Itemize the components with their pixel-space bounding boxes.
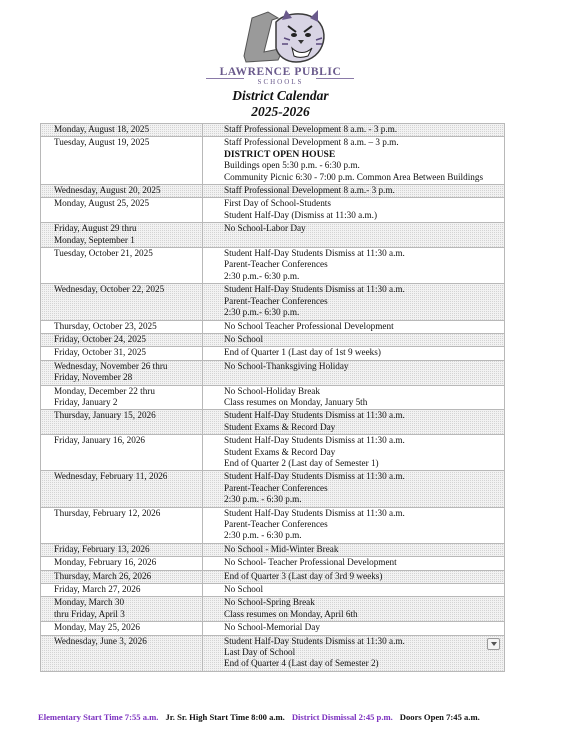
date-cell: [41, 185, 203, 198]
event-cell: [203, 435, 505, 471]
event-cell: [203, 198, 505, 223]
date-cell: [41, 622, 203, 635]
event-text: No School: [224, 333, 264, 344]
footer-time-note: Elementary Start Time 7:55 a.m.: [38, 712, 159, 722]
date-text: Thursday, October 23, 2025: [54, 320, 157, 331]
event-text: No School- Teacher Professional Development: [224, 557, 397, 568]
event-text: Parent-Teacher Conferences: [224, 259, 328, 270]
date-text: Thursday, February 12, 2026: [54, 507, 161, 518]
footer-time-note: District Dismissal 2:45 p.m.: [291, 712, 393, 722]
date-text: Monday, May 25, 2026: [54, 622, 140, 633]
event-cell: [203, 333, 505, 346]
event-text: Staff Professional Development 8 a.m.- 3 p.m.: [224, 185, 395, 196]
event-text: No School-Labor Day: [224, 223, 306, 234]
table-row: [41, 570, 505, 583]
date-text: Tuesday, August 19, 2025: [54, 137, 150, 148]
table-row: [41, 557, 505, 570]
table-row: [41, 347, 505, 360]
event-cell: [203, 385, 505, 410]
table-row: [41, 471, 505, 507]
event-cell: [203, 320, 505, 333]
table-row: [41, 137, 505, 185]
date-text: Wednesday, June 3, 2026: [54, 635, 147, 646]
date-cell: [41, 248, 203, 284]
date-text: Friday, October 31, 2025: [54, 347, 147, 358]
table-row: [41, 622, 505, 635]
event-text: Student Half-Day Students Dismiss at 11:30 a.m.: [224, 435, 405, 446]
event-text: Student Exams & Record Day: [224, 446, 336, 457]
event-cell: [203, 557, 505, 570]
date-text: Wednesday, November 26 thru: [54, 360, 168, 371]
event-cell: [203, 223, 505, 248]
event-text: Student Half-Day Students Dismiss at 11:30 a.m.: [224, 471, 405, 482]
table-row: [41, 124, 505, 137]
date-text: thru Friday, April 3: [54, 608, 125, 619]
school-year: 2025-2026: [251, 104, 310, 119]
event-text: First Day of School-Students: [224, 198, 331, 209]
event-cell: [203, 185, 505, 198]
event-text: Student Half-Day Students Dismiss at 11:30 a.m.: [224, 284, 405, 295]
table-row: [41, 635, 505, 671]
date-text: Friday, March 27, 2026: [54, 584, 141, 595]
event-text: No School-Memorial Day: [224, 622, 320, 633]
date-text: Thursday, January 15, 2026: [54, 410, 156, 421]
table-row: [41, 185, 505, 198]
date-cell: [41, 597, 203, 622]
event-text: Student Half-Day Students Dismiss at 11:30 a.m.: [224, 410, 405, 421]
event-text: Staff Professional Development 8 a.m. – 3 p.m.: [224, 137, 399, 148]
table-row: [41, 360, 505, 385]
event-cell: [203, 507, 505, 543]
footer-time-note: Jr. Sr. High Start Time 8:00 a.m.: [165, 712, 285, 722]
date-cell: [41, 284, 203, 320]
event-text: End of Quarter 4 (Last day of Semester 2): [224, 658, 379, 669]
event-text: Class resumes on Monday, January 5th: [224, 396, 368, 407]
table-row: [41, 543, 505, 556]
event-cell: [203, 248, 505, 284]
table-row: [41, 198, 505, 223]
event-text: 2:30 p.m.- 6:30 p.m.: [224, 307, 300, 318]
date-cell: [41, 198, 203, 223]
date-text: Wednesday, August 20, 2025: [54, 185, 161, 196]
event-cell: [203, 124, 505, 137]
event-text: Student Half-Day Students Dismiss at 11:30 a.m.: [224, 507, 405, 518]
event-text: Community Picnic 6:30 - 7:00 p.m. Common Area Between Buildings: [224, 171, 484, 182]
date-cell: [41, 347, 203, 360]
table-row: [41, 507, 505, 543]
date-cell: [41, 137, 203, 185]
date-cell: [41, 360, 203, 385]
date-text: Thursday, March 26, 2026: [54, 570, 152, 581]
table-row: [41, 248, 505, 284]
event-text: No School: [224, 584, 264, 595]
date-text: Monday, September 1: [54, 234, 135, 245]
school-subtitle: SCHOOLS: [257, 78, 304, 86]
table-row: [41, 223, 505, 248]
event-text: Student Exams & Record Day: [224, 421, 336, 432]
event-text: End of Quarter 2 (Last day of Semester 1): [224, 457, 379, 468]
date-text: Monday, February 16, 2026: [54, 557, 157, 568]
table-row: [41, 385, 505, 410]
event-cell: [203, 584, 505, 597]
date-text: Wednesday, October 22, 2025: [54, 284, 165, 295]
event-cell: [203, 284, 505, 320]
event-text: Last Day of School: [224, 647, 296, 658]
date-cell: [41, 507, 203, 543]
event-text: Student Half-Day (Dismiss at 11:30 a.m.): [224, 209, 378, 220]
event-text: End of Quarter 1 (Last day of 1st 9 weeks): [224, 347, 381, 358]
date-text: Wednesday, February 11, 2026: [54, 471, 168, 482]
event-text: No School-Holiday Break: [224, 385, 320, 396]
date-text: Monday, March 30: [54, 597, 125, 608]
event-text: DISTRICT OPEN HOUSE: [224, 148, 336, 160]
date-cell: [41, 333, 203, 346]
event-cell: [203, 410, 505, 435]
table-row: [41, 597, 505, 622]
date-cell: [41, 385, 203, 410]
date-text: Monday, December 22 thru: [54, 385, 155, 396]
date-cell: [41, 543, 203, 556]
date-text: Friday, January 16, 2026: [54, 435, 146, 446]
page-title: District Calendar: [232, 88, 329, 103]
event-text: Class resumes on Monday, April 6th: [224, 608, 358, 619]
event-cell: [203, 570, 505, 583]
table-row: [41, 410, 505, 435]
date-cell: [41, 471, 203, 507]
event-text: Student Half-Day Students Dismiss at 11:30 a.m.: [224, 635, 405, 646]
date-text: Friday, November 28: [54, 372, 133, 383]
calendar-table: [40, 123, 505, 672]
school-times-footer: [38, 712, 558, 722]
date-cell: [41, 635, 203, 671]
event-text: Student Half-Day Students Dismiss at 11:30 a.m.: [224, 248, 405, 259]
event-text: 2:30 p.m.- 6:30 p.m.: [224, 270, 300, 281]
date-cell: [41, 320, 203, 333]
event-cell: [203, 543, 505, 556]
date-text: Friday, February 13, 2026: [54, 543, 150, 554]
event-cell: [203, 622, 505, 635]
event-text: 2:30 p.m. - 6:30 p.m.: [224, 494, 302, 505]
date-text: Friday, August 29 thru: [54, 223, 137, 234]
event-text: Buildings open 5:30 p.m. - 6:30 p.m.: [224, 160, 360, 171]
event-text: No School - Mid-Winter Break: [224, 543, 339, 554]
event-text: No School-Spring Break: [224, 597, 315, 608]
date-text: Friday, January 2: [54, 396, 118, 407]
table-row: [41, 584, 505, 597]
date-text: Friday, October 24, 2025: [54, 333, 147, 344]
event-cell: [203, 597, 505, 622]
event-text: Staff Professional Development 8 a.m. - 3 p.m.: [224, 124, 398, 134]
event-cell: [203, 360, 505, 385]
date-cell: [41, 223, 203, 248]
event-text: Parent-Teacher Conferences: [224, 519, 328, 529]
event-text: End of Quarter 3 (Last day of 3rd 9 weeks): [224, 570, 383, 581]
date-cell: [41, 570, 203, 583]
event-text: 2:30 p.m. - 6:30 p.m.: [224, 530, 302, 541]
table-row: [41, 284, 505, 320]
event-text: Parent-Teacher Conferences: [224, 482, 328, 493]
date-cell: [41, 584, 203, 597]
school-name: LAWRENCE PUBLIC: [219, 66, 342, 78]
tiger-mascot-icon: [238, 8, 328, 66]
date-text: Tuesday, October 21, 2025: [54, 248, 153, 259]
chevron-down-icon[interactable]: [487, 638, 500, 650]
date-text: Monday, August 25, 2025: [54, 198, 150, 209]
date-cell: [41, 435, 203, 471]
event-text: Parent-Teacher Conferences: [224, 295, 328, 306]
event-cell: [203, 137, 505, 185]
event-text: No School Teacher Professional Development: [224, 320, 394, 331]
event-cell: [203, 347, 505, 360]
footer-time-note: Doors Open 7:45 a.m.: [399, 712, 480, 722]
date-cell: [41, 410, 203, 435]
event-cell: [203, 635, 505, 671]
table-row: [41, 333, 505, 346]
table-row: [41, 320, 505, 333]
date-text: Monday, August 18, 2025: [54, 124, 150, 134]
date-cell: [41, 124, 203, 137]
event-text: No School-Thanksgiving Holiday: [224, 360, 349, 371]
calendar-header: [0, 0, 561, 122]
table-row: [41, 435, 505, 471]
event-cell: [203, 471, 505, 507]
date-cell: [41, 557, 203, 570]
